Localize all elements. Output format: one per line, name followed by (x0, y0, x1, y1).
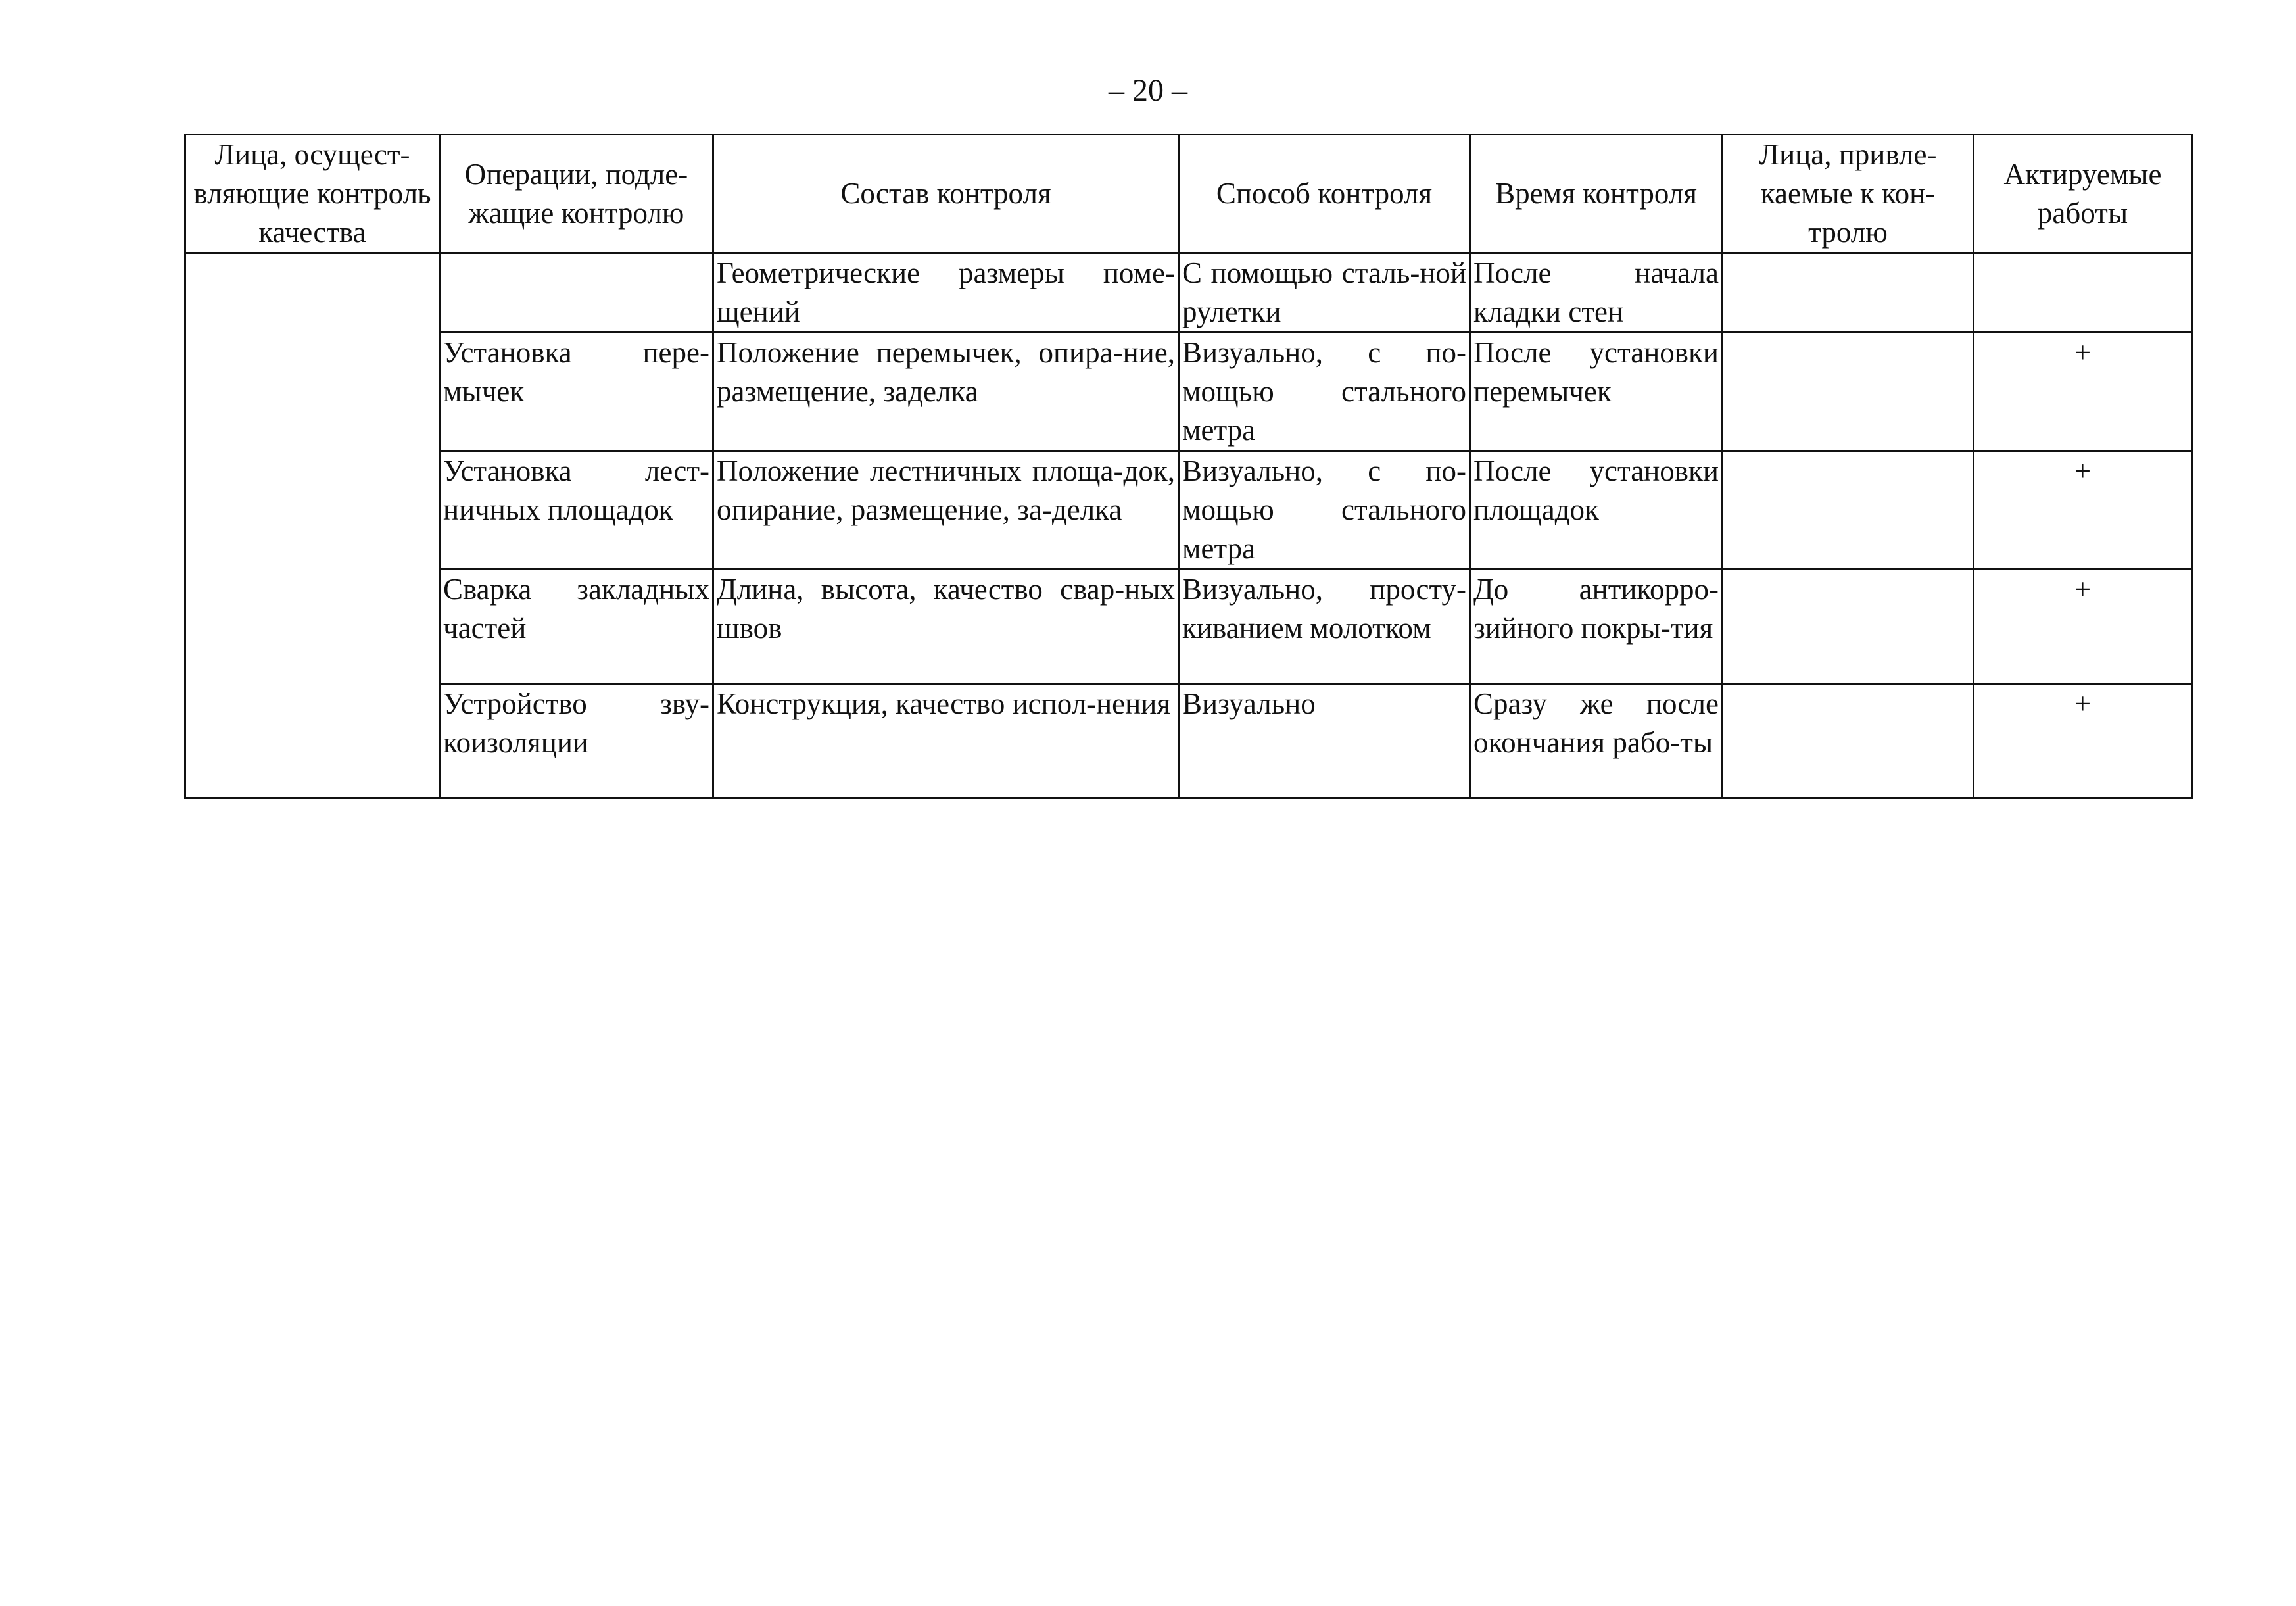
table-row (185, 451, 2192, 570)
time-cell: Сразу же после окончания рабо-ты (1470, 684, 1723, 798)
table-row (185, 570, 2192, 684)
operation-cell: Сварка закладных частей (440, 570, 713, 684)
page-number: – 20 – (1109, 73, 1187, 108)
operation-cell: Установка пере-мычек (440, 333, 713, 451)
header-control-method: Способ контроля (1179, 135, 1470, 253)
method-cell: Визуально (1179, 684, 1470, 798)
involved-cell (1723, 333, 1974, 451)
time-cell: После установки перемычек (1470, 333, 1723, 451)
quality-control-table (184, 134, 2193, 799)
involved-cell (1723, 451, 1974, 570)
table-row (185, 333, 2192, 451)
header-control-time: Время контроля (1470, 135, 1723, 253)
time-cell: До антикорро-зийного покры-тия (1470, 570, 1723, 684)
acted-cell: + (1974, 570, 2192, 684)
time-cell: После установки площадок (1470, 451, 1723, 570)
acted-cell (1974, 253, 2192, 333)
method-cell: Визуально, с по-мощью стального метра (1179, 333, 1470, 451)
acted-cell: + (1974, 451, 2192, 570)
table-header-row (185, 135, 2192, 253)
involved-cell (1723, 570, 1974, 684)
time-cell: После начала кладки стен (1470, 253, 1723, 333)
composition-cell: Конструкция, качество испол-нения (713, 684, 1179, 798)
table-row (185, 253, 2192, 333)
composition-cell: Положение лестничных площа-док, опирание, размещение, за-делка (713, 451, 1179, 570)
operation-cell: Устройство зву-коизоляции (440, 684, 713, 798)
composition-cell: Положение перемычек, опира-ние, размещение, заделка (713, 333, 1179, 451)
involved-cell (1723, 253, 1974, 333)
header-operations: Операции, подлежащие контролю (440, 135, 713, 253)
composition-cell: Длина, высота, качество свар-ных швов (713, 570, 1179, 684)
header-control-composition: Состав контроля (713, 135, 1179, 253)
header-persons-controlling: Лица, осуществляющие контроль качества (185, 135, 440, 253)
acted-cell: + (1974, 333, 2192, 451)
method-cell: Визуально, с по-мощью стального метра (1179, 451, 1470, 570)
composition-cell: Геометрические размеры поме-щений (713, 253, 1179, 333)
method-cell: С помощью сталь-ной рулетки (1179, 253, 1470, 333)
acted-cell: + (1974, 684, 2192, 798)
header-persons-involved: Лица, привлекаемые к контролю (1723, 135, 1974, 253)
header-acted-works: Актируемые работы (1974, 135, 2192, 253)
involved-cell (1723, 684, 1974, 798)
method-cell: Визуально, просту-киванием молотком (1179, 570, 1470, 684)
persons-controlling-cell (185, 253, 440, 798)
operation-cell: Установка лест-ничных площадок (440, 451, 713, 570)
operation-cell (440, 253, 713, 333)
table-row (185, 684, 2192, 798)
